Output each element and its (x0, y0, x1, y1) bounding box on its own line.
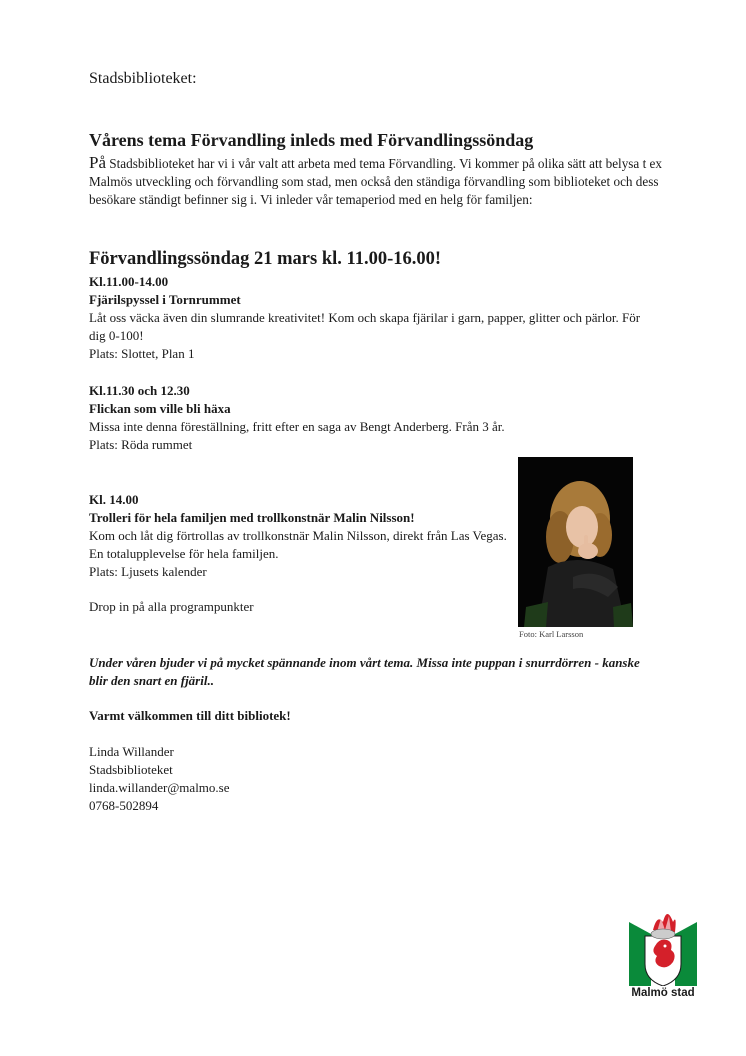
event-description: Låt oss väcka även din slumrande kreativitet! Kom och skapa fjärilar i garn, papper, glitter och pärlor. För dig 0-100! (89, 310, 641, 343)
contact-block (89, 743, 230, 815)
page-title: Vårens tema Förvandling inleds med Förvandlingssöndag (89, 130, 534, 150)
event-title: Förvandlingssöndag 21 mars kl. 11.00-16.00! (89, 249, 442, 269)
event-block (89, 491, 509, 581)
contact-email: linda.willander@malmo.se (89, 780, 230, 795)
event-block (89, 273, 649, 363)
drop-in-note: Drop in på alla programpunkter (89, 599, 254, 614)
event-name: Fjärilspyssel i Tornrummet (89, 292, 241, 307)
document-header: Stadsbiblioteket: (89, 70, 197, 87)
event-time: Kl.11.00-14.00 (89, 274, 169, 289)
event-name: Trolleri för hela familjen med trollkonstnär Malin Nilsson! (89, 510, 415, 525)
event-place: Plats: Slottet, Plan 1 (89, 346, 195, 361)
event-block (89, 382, 509, 454)
contact-org: Stadsbiblioteket (89, 762, 173, 777)
performer-photo (518, 457, 633, 627)
event-place: Plats: Ljusets kalender (89, 564, 207, 579)
event-name: Flickan som ville bli häxa (89, 401, 231, 416)
photo-caption: Foto: Karl Larsson (519, 629, 584, 639)
event-place: Plats: Röda rummet (89, 437, 193, 452)
malmo-stad-logo (627, 900, 699, 1000)
intro-paragraph (89, 154, 669, 209)
welcome-text: Varmt välkommen till ditt bibliotek! (89, 708, 291, 723)
italic-note: Under våren bjuder vi på mycket spännande inom vårt tema. Missa inte puppan i snurrdörren - kanske blir den snart en fjäril.. (89, 655, 640, 688)
event-description: Kom och låt dig förtrollas av trollkonstnär Malin Nilsson, direkt från Las Vegas. En totalupplevelse för hela familjen. (89, 528, 507, 561)
malmo-crest-icon (627, 900, 699, 986)
performer-photo-graphic (518, 457, 633, 627)
event-time: Kl.11.30 och 12.30 (89, 383, 190, 398)
contact-name: Linda Willander (89, 744, 174, 759)
intro-first-word: På (89, 153, 106, 172)
event-time: Kl. 14.00 (89, 492, 139, 507)
intro-text: Stadsbiblioteket har vi i vår valt att arbeta med tema Förvandling. Vi kommer på olika sätt att belysa t ex Malmös utveckling och förvandling som stad, men också den ständiga förvandling som biblioteket och dess besökare ständigt befinner sig i. Vi inleder vår temaperiod med en helg för familjen: (89, 156, 662, 207)
event-description: Missa inte denna föreställning, fritt efter en saga av Bengt Anderberg. Från 3 år. (89, 419, 505, 434)
contact-phone: 0768-502894 (89, 798, 159, 813)
logo-text: Malmö stad (631, 987, 695, 999)
